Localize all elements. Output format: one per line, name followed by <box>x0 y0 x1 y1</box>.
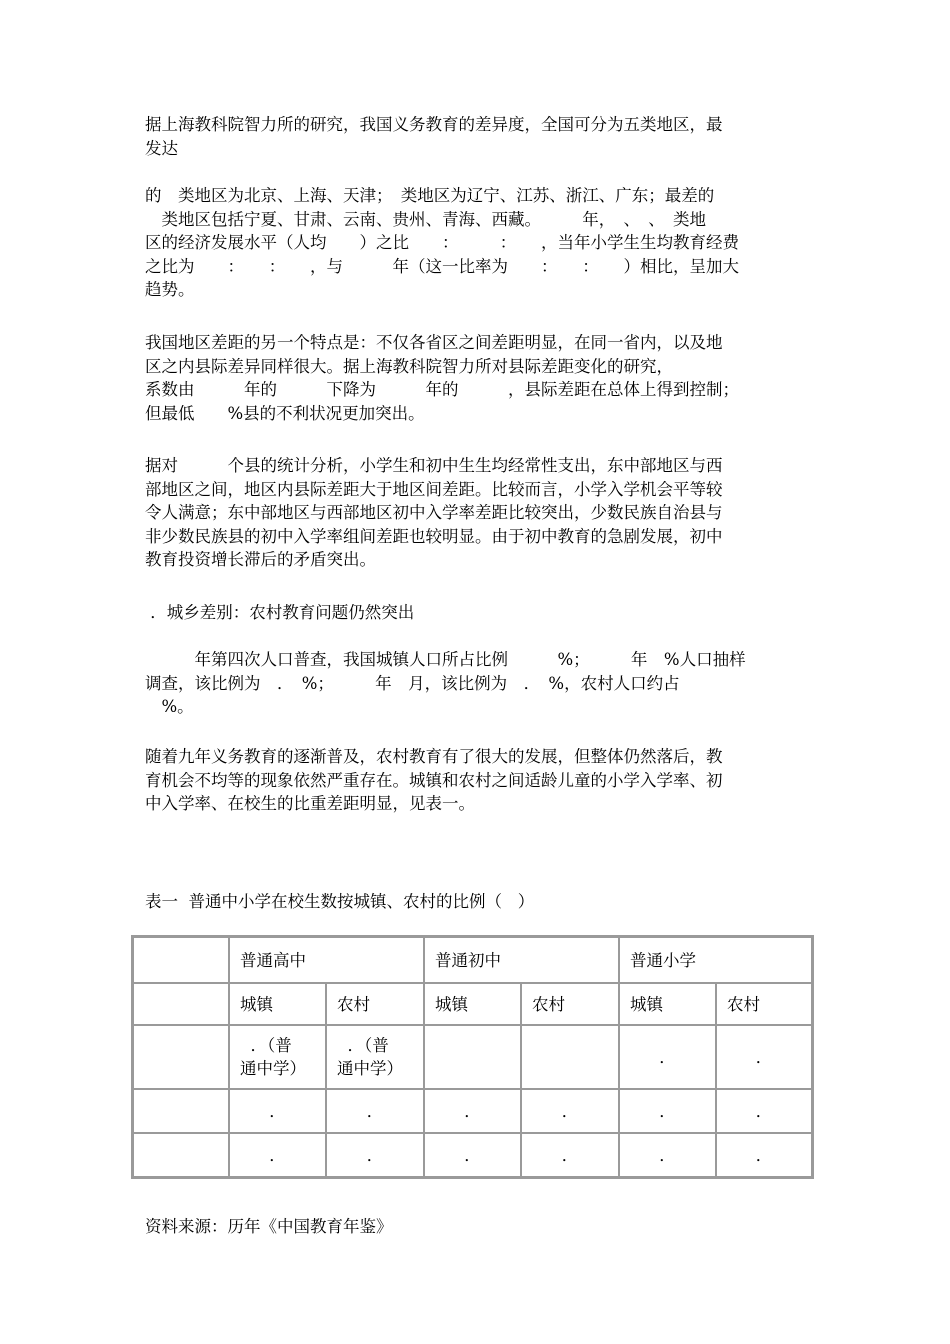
column-header: 城镇 <box>229 983 326 1025</box>
text-line: 部地区之间，地区内县际差距大于地区间差距。比较而言，小学入学机会平等较 <box>145 479 723 499</box>
text-line: 但最低 %县的不利状况更加突出。 <box>145 403 425 423</box>
section-heading <box>145 601 810 625</box>
text-line: 我国地区差距的另一个特点是：不仅各省区之间差距明显，在同一省内，以及地 <box>145 333 723 352</box>
paragraph-4 <box>145 454 810 572</box>
text-line: 系数由 年的 下降为 年的 ，县际差距在总体上得到控制； <box>145 380 739 399</box>
column-group-header: 普通小学 <box>619 937 812 983</box>
table-cell <box>521 1025 619 1089</box>
paragraph-5 <box>145 648 810 719</box>
table-group-header-row <box>133 937 812 983</box>
text-line: ．城乡差别：农村教育问题仍然突出 <box>145 603 415 622</box>
text-line: 区之内县际差异同样很大。据上海教科院智力所对县际差距变化的研究， <box>145 356 673 376</box>
table-cell: ． <box>716 1133 812 1177</box>
table-cell <box>133 983 229 1025</box>
table-cell <box>326 1025 424 1089</box>
text-line: 区的经济发展水平（人均 ）之比 ： ： ，当年小学生生均教育经费 <box>145 233 739 252</box>
cell-line: 通中学） <box>240 1059 306 1078</box>
text-line: 中入学率、在校生的比重差距明显，见表一。 <box>145 794 475 813</box>
text-line: 调查，该比例为 ． %； 年 月，该比例为 ． %，农村人口约占 <box>145 673 680 693</box>
row-label-cell <box>133 1133 229 1177</box>
table-cell: ． <box>424 1089 521 1133</box>
text-line: 令人满意；东中部地区与西部地区初中入学率差距比较突出，少数民族自治县与 <box>145 503 723 522</box>
table-cell: ． <box>229 1089 326 1133</box>
paragraph-3 <box>145 331 810 425</box>
text-line: %。 <box>145 697 194 716</box>
table-subheader-row <box>133 983 812 1025</box>
paragraph-2 <box>145 184 810 302</box>
text-line: 随着九年义务教育的逐渐普及，农村教育有了很大的发展，但整体仍然落后，教 <box>145 747 723 766</box>
row-label-cell <box>133 1025 229 1089</box>
paragraph-6 <box>145 745 810 816</box>
table-cell <box>229 1025 326 1089</box>
table-row <box>133 1025 812 1089</box>
text-line: 发达 <box>145 138 178 158</box>
cell-line: ．（普 <box>240 1036 292 1055</box>
column-header: 农村 <box>326 983 424 1025</box>
column-group-header: 普通初中 <box>424 937 619 983</box>
table-row <box>133 1089 812 1133</box>
text-line: 趋势。 <box>145 280 195 299</box>
paragraph-1 <box>145 113 810 160</box>
table-cell: ． <box>521 1133 619 1177</box>
cell-line: 通中学） <box>337 1059 403 1078</box>
text-line: 非少数民族县的初中入学率组间差距也较明显。由于初中教育的急剧发展，初中 <box>145 526 723 546</box>
table-cell: ． <box>326 1133 424 1177</box>
column-header: 城镇 <box>619 983 716 1025</box>
data-table <box>131 935 814 1179</box>
column-header: 农村 <box>716 983 812 1025</box>
cell-line: ．（普 <box>337 1036 389 1055</box>
table-source-note: 资料来源：历年《中国教育年鉴》 <box>145 1217 393 1236</box>
text-line: 类地区包括宁夏、甘肃、云南、贵州、青海、西藏。 年， 、 、 类地 <box>145 209 706 229</box>
table-cell: ． <box>229 1133 326 1177</box>
table-cell: ． <box>716 1025 812 1089</box>
table-cell: ． <box>619 1025 716 1089</box>
table-cell <box>424 1025 521 1089</box>
table-row <box>133 1133 812 1177</box>
text-line: 据对 个县的统计分析，小学生和初中生生均经常性支出，东中部地区与西 <box>145 456 723 475</box>
table-cell: ． <box>619 1089 716 1133</box>
column-group-header: 普通高中 <box>229 937 424 983</box>
text-line: 的 类地区为北京、上海、天津； 类地区为辽宁、江苏、浙江、广东；最差的 <box>145 186 715 205</box>
table-caption: 表一 普通中小学在校生数按城镇、农村的比例（ ） <box>145 892 535 911</box>
table-cell: ． <box>326 1089 424 1133</box>
text-line: 之比为 ： ： ，与 年（这一比率为 ： ： ）相比，呈加大 <box>145 256 739 276</box>
text-line: 年第四次人口普查，我国城镇人口所占比例 %； 年 %人口抽样 <box>145 650 746 669</box>
row-label-cell <box>133 1089 229 1133</box>
table-cell: ． <box>424 1133 521 1177</box>
column-header: 城镇 <box>424 983 521 1025</box>
column-header: 农村 <box>521 983 619 1025</box>
text-line: 教育投资增长滞后的矛盾突出。 <box>145 550 376 569</box>
table-cell <box>133 937 229 983</box>
table-cell: ． <box>521 1089 619 1133</box>
table-cell: ． <box>619 1133 716 1177</box>
text-line: 育机会不均等的现象依然严重存在。城镇和农村之间适龄儿童的小学入学率、初 <box>145 770 723 790</box>
table-cell: ． <box>716 1089 812 1133</box>
text-line: 据上海教科院智力所的研究，我国义务教育的差异度，全国可分为五类地区，最 <box>145 115 723 134</box>
